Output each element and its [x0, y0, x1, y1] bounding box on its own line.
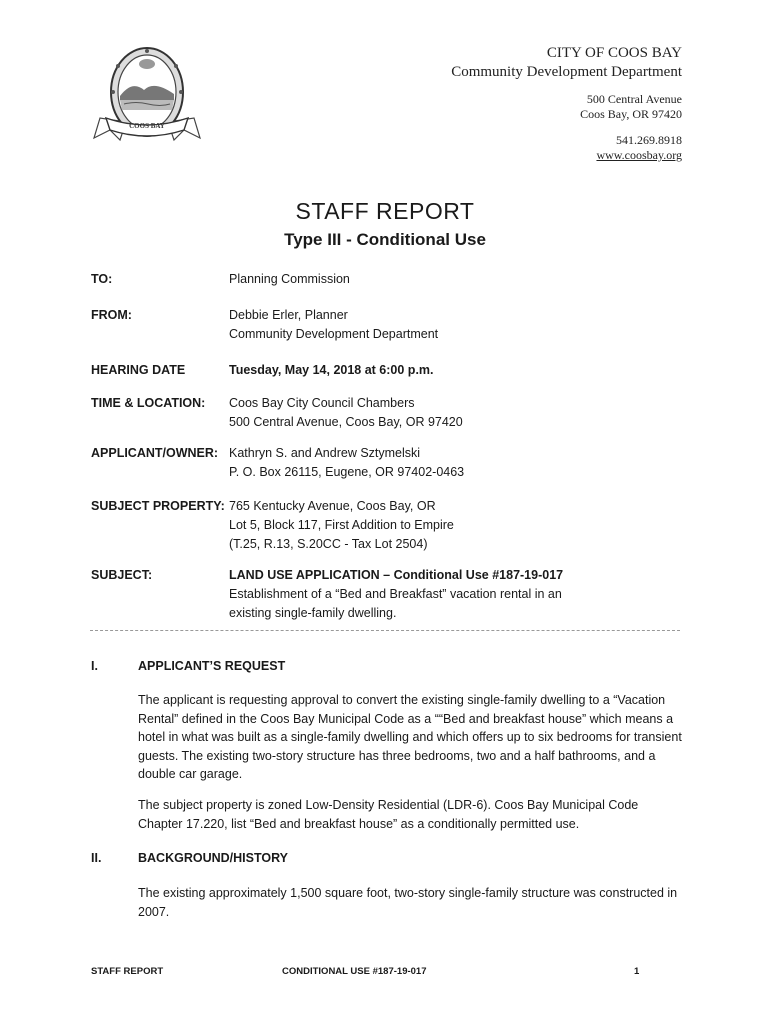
city-name: CITY OF COOS BAY: [546, 45, 682, 61]
subject-line: existing single-family dwelling.: [229, 606, 397, 620]
subject-property-label: SUBJECT PROPERTY:: [91, 499, 225, 513]
report-subtitle: Type III - Conditional Use: [284, 230, 486, 249]
time-location-value: [229, 394, 463, 432]
footer-left: STAFF REPORT: [91, 966, 164, 977]
to-value: [229, 270, 350, 289]
from-line: Debbie Erler, Planner: [229, 308, 348, 322]
subject-property-line: Lot 5, Block 117, First Addition to Empire: [229, 518, 454, 532]
report-title: STAFF REPORT: [295, 198, 475, 224]
applicant-owner-label: APPLICANT/OWNER:: [91, 446, 219, 460]
website-link[interactable]: www.coosbay.org: [596, 148, 682, 162]
from-label: FROM:: [91, 308, 132, 322]
from-line: Community Development Department: [229, 327, 439, 341]
to-label: TO:: [91, 272, 113, 286]
department-name: Community Development Department: [451, 64, 682, 80]
phone-number: 541.269.8918: [616, 133, 682, 147]
paragraph: The existing approximately 1,500 square foot, two-story single-family structure was constructed in 2007.: [138, 886, 678, 919]
applicant-owner-line: P. O. Box 26115, Eugene, OR 97402-0463: [229, 465, 465, 479]
from-value: [229, 306, 438, 344]
subject-value: [229, 566, 563, 623]
time-location-line: Coos Bay City Council Chambers: [229, 396, 415, 410]
address-line-1: 500 Central Avenue: [586, 92, 682, 106]
footer-center: CONDITIONAL USE #187-19-017: [282, 966, 427, 977]
paragraph: The subject property is zoned Low-Density Residential (LDR-6). Coos Bay Municipal Code Chapter 17.220, list “Bed and breakfast house” as a conditionally permitted use.: [138, 798, 639, 831]
subject-property-line: (T.25, R.13, S.20CC - Tax Lot 2504): [229, 537, 428, 551]
time-location-label: TIME & LOCATION:: [91, 396, 206, 410]
address-line-2: Coos Bay, OR 97420: [580, 107, 682, 121]
hearing-date-value: [229, 361, 434, 380]
divider: [90, 630, 680, 631]
hearing-date-line: Tuesday, May 14, 2018 at 6:00 p.m.: [229, 363, 434, 377]
subject-line: LAND USE APPLICATION – Conditional Use #187-19-017: [229, 568, 564, 582]
applicant-owner-value: [229, 444, 464, 482]
section-number: I.: [91, 659, 98, 673]
subject-line: Establishment of a “Bed and Breakfast” vacation rental in an: [229, 587, 562, 601]
page-number: 1: [634, 966, 640, 977]
city-seal-logo: [92, 40, 202, 150]
applicant-owner-line: Kathryn S. and Andrew Sztymelski: [229, 446, 421, 460]
hearing-date-label: HEARING DATE: [91, 363, 186, 377]
seal-banner-text: COOS BAY: [129, 122, 165, 130]
subject-property-value: [229, 497, 454, 554]
paragraph: The applicant is requesting approval to convert the existing single-family dwelling to a “Vacation Rental” defined in the Coos Bay Municipal Code as a ““Bed and breakfast house” which means a hotel in what was built as a single-family dwelling and which offers up to six bedrooms for transient guests. The existing two-story structure has three bedrooms, two and a half bathrooms, and a double car garage.: [138, 693, 682, 781]
subject-property-line: 765 Kentucky Avenue, Coos Bay, OR: [229, 499, 436, 513]
subject-label: SUBJECT:: [91, 568, 153, 582]
section-number: II.: [91, 851, 102, 865]
to-line: Planning Commission: [229, 272, 350, 286]
section-heading: BACKGROUND/HISTORY: [138, 851, 289, 865]
time-location-line: 500 Central Avenue, Coos Bay, OR 97420: [229, 415, 463, 429]
section-heading: APPLICANT’S REQUEST: [138, 659, 286, 673]
